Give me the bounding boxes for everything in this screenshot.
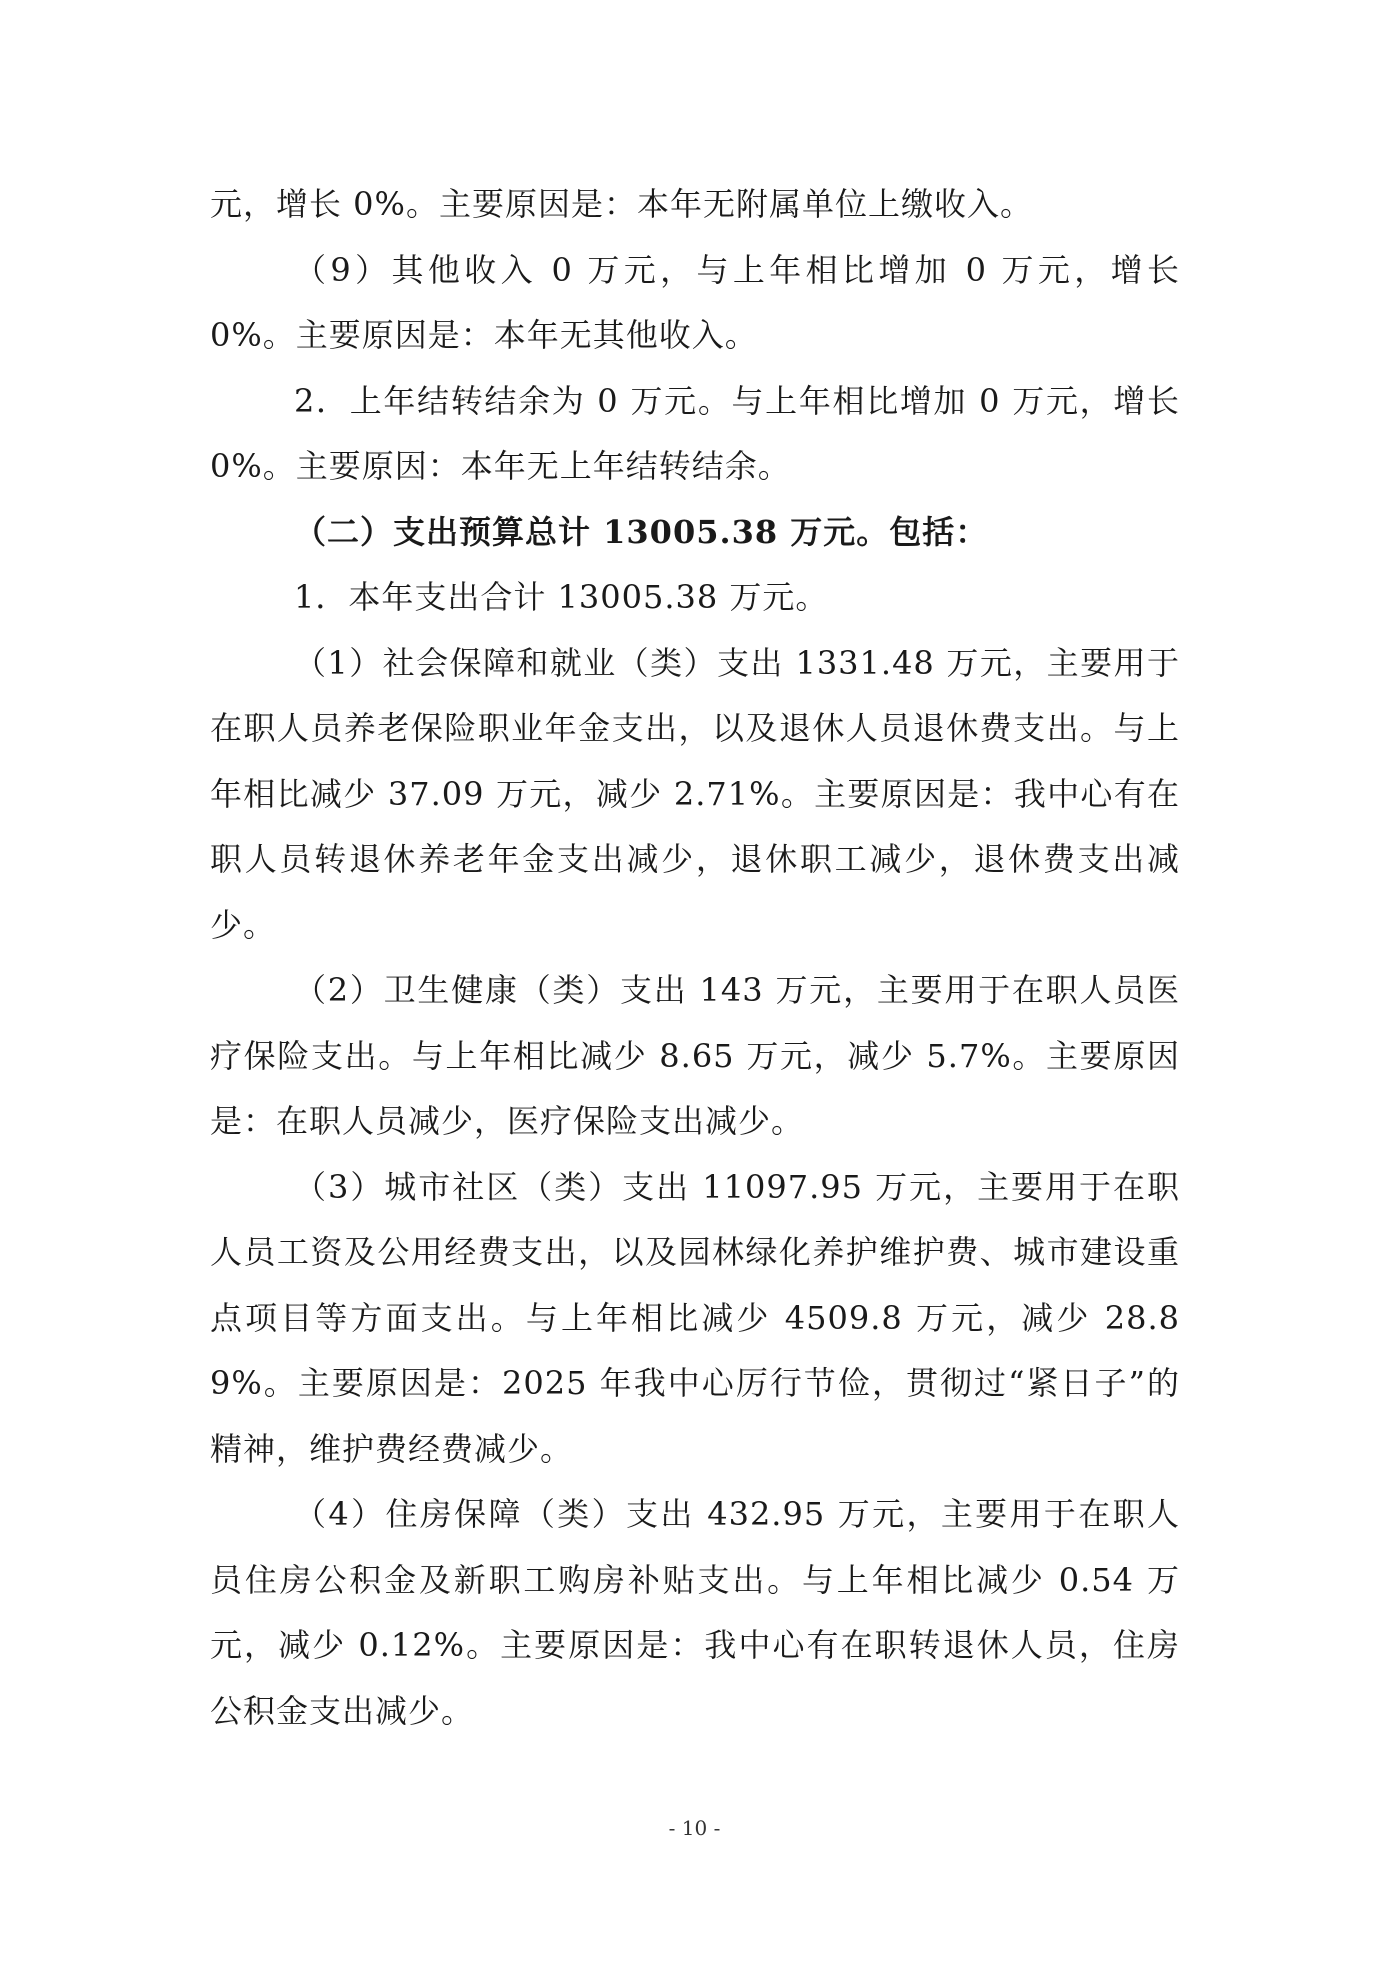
paragraph-social-security: （1）社会保障和就业（类）支出 1331.48 万元，主要用于在职人员养老保险职业年金支出，以及退休人员退休费支出。与上年相比减少 37.09 万元，减少 2.71%。主要原因是：我中心有在职人员转退休养老年金支出减少，退休职工减少，退休费支出减少。 <box>210 643 1180 944</box>
paragraph-carryover-balance: 2．上年结转结余为 0 万元。与上年相比增加 0 万元，增长 0%。主要原因：本年无上年结转结余。 <box>210 381 1180 485</box>
document-body <box>210 172 1180 1744</box>
paragraph-health: （2）卫生健康（类）支出 143 万元，主要用于在职人员医疗保险支出。与上年相比减少 8.65 万元，减少 5.7%。主要原因是：在职人员减少，医疗保险支出减少。 <box>210 971 1180 1140</box>
paragraph-total-expenditure: 1．本年支出合计 13005.38 万元。 <box>294 578 829 616</box>
paragraph-other-income: （9）其他收入 0 万元，与上年相比增加 0 万元，增长 0%。主要原因是：本年无其他收入。 <box>210 250 1180 354</box>
page-number: - 10 - <box>668 1816 721 1840</box>
paragraph-housing: （4）住房保障（类）支出 432.95 万元，主要用于在职人员住房公积金及新职工购房补贴支出。与上年相比减少 0.54 万元，减少 0.12%。主要原因是：我中心有在职转退休人员，住房公积金支出减少。 <box>210 1495 1180 1730</box>
paragraph-continuation: 元，增长 0%。主要原因是：本年无附属单位上缴收入。 <box>210 185 1033 223</box>
section-heading-expenditure: （二）支出预算总计 13005.38 万元。包括： <box>294 512 989 551</box>
paragraph-urban-community: （3）城市社区（类）支出 11097.95 万元，主要用于在职人员工资及公用经费支出，以及园林绿化养护维护费、城市建设重点项目等方面支出。与上年相比减少 4509.8 万元，减少 28.89%。主要原因是：2025 年我中心厉行节俭，贯彻过“紧日子”的精神，维护费经费减少。 <box>210 1167 1180 1468</box>
